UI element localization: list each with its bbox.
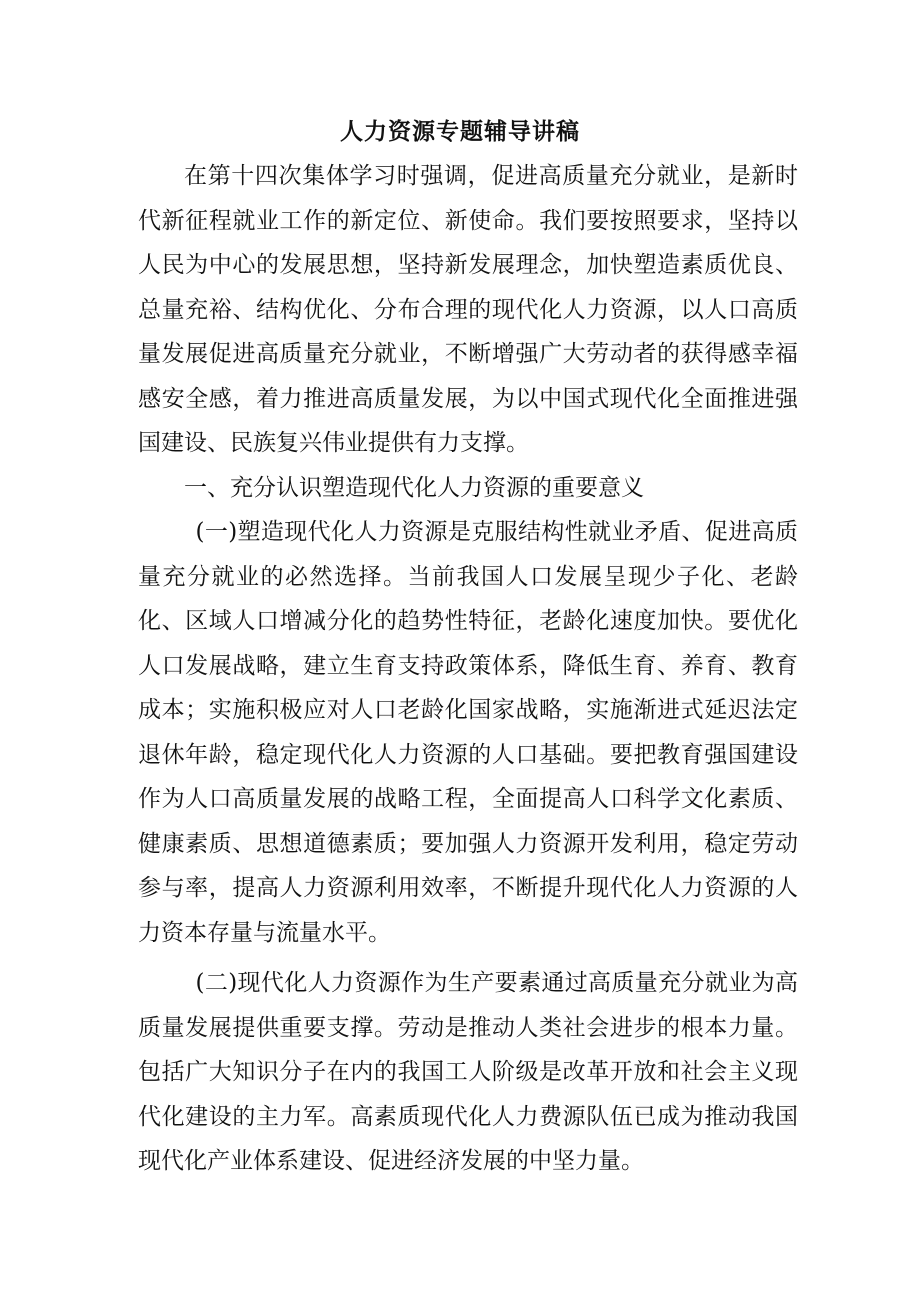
document-title: 人力资源专题辅导讲稿 xyxy=(340,118,580,145)
intro-paragraph: 在第十四次集体学习时强调，促进高质量充分就业，是新时代新征程就业工作的新定位、新使命。我们要按照要求，坚持以人民为中心的发展思想，坚持新发展理念，加快塑造素质优良、总量充裕、结构优化、分布合理的现代化人力资源，以人口高质量发展促进高质量充分就业，不断增强广大劳动者的获得感幸福感安全感，着力推进高质量发展，为以中国式现代化全面推进强国建设、民族复兴伟业提供有力支撑。 xyxy=(138,163,798,456)
paragraph-1: (一)塑造现代化人力资源是克服结构性就业矛盾、促进高质量充分就业的必然选择。当前我国人口发展呈现少子化、老龄化、区域人口增减分化的趋势性特征，老龄化速度加快。要优化人口发展战略，建立生育支持政策体系，降低生育、养育、教育成本；实施积极应对人口老龄化国家战略，实施渐进式延迟法定退休年龄，稳定现代化人力资源的人口基础。要把教育强国建设作为人口高质量发展的战略工程，全面提高人口科学文化素质、健康素质、思想道德素质；要加强人力资源开发利用，稳定劳动参与率，提高人力资源利用效率，不断提升现代化人力资源的人力资本存量与流量水平。 xyxy=(138,519,798,946)
document-body xyxy=(138,154,798,1184)
section-heading-text: 一、充分认识塑造现代化人力资源的重要意义 xyxy=(184,474,644,501)
paragraph-2: (二)现代化人力资源作为生产要素通过高质量充分就业为高质量发展提供重要支撑。劳动是推动人类社会进步的根本力量。包括广大知识分子在内的我国工人阶级是改革开放和社会主义现代化建设的主力军。高素质现代化人力费源队伍已成为推动我国现代化产业体系建设、促进经济发展的中坚力量。 xyxy=(138,970,798,1174)
section-heading xyxy=(138,466,798,511)
